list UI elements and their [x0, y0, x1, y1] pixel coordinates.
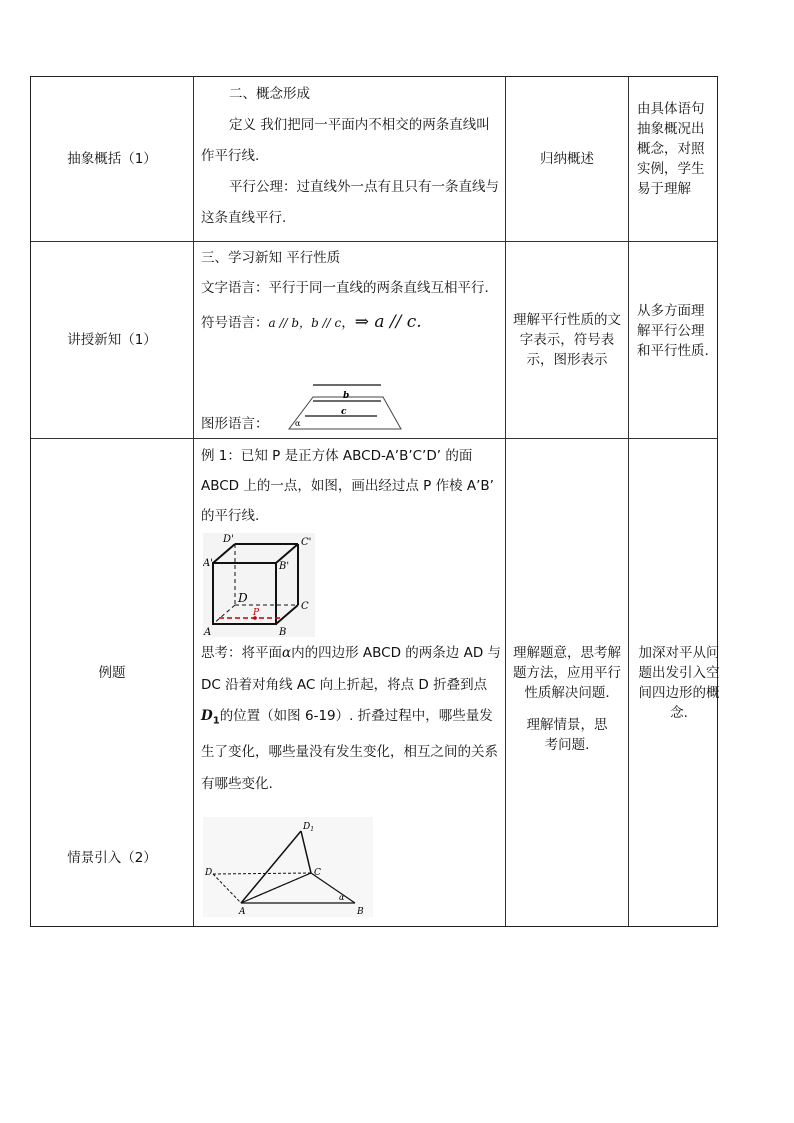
student-cell: [509, 643, 625, 755]
think-subscript: 1: [212, 715, 220, 727]
symbol-premise-1: a // b，: [268, 316, 312, 330]
student-cell: [506, 242, 628, 438]
student-activity: 归纳概述: [540, 151, 594, 167]
symbol-label: 符号语言：: [201, 315, 269, 331]
stage-label: 抽象概括（1）: [67, 151, 157, 167]
label-c: c: [341, 407, 347, 417]
symbol-language: [201, 306, 499, 339]
section-title: 三、学习新知 平行性质: [201, 250, 341, 266]
student-activity: 理解平行性质的文字表示，符号表示，图形表示: [513, 312, 621, 368]
label-d1: $D_1$: [303, 822, 315, 833]
lesson-plan-table: [30, 76, 718, 927]
design-intent: 从多方面理解平行公理和平行性质.: [637, 303, 709, 359]
content-cell: [201, 79, 499, 234]
figure-label-wrap: [201, 416, 281, 432]
cube-figure: [203, 533, 315, 637]
label-c: C: [301, 601, 309, 612]
stage-cell: [31, 77, 193, 241]
label-b: B: [357, 907, 364, 917]
content-cell: [201, 441, 501, 531]
intent-cell: [637, 99, 715, 199]
design-intent: 由具体语句抽象概况出概念，对照实例，学生易于理解: [637, 101, 705, 197]
fold-figure: [203, 817, 373, 917]
example-text: 例 1：已知 P 是正方体 ABCD-A’B’C’D’ 的面 ABCD 上的一点，如图，画出经过点 P 作棱 A’B’ 的平行线.: [201, 448, 494, 524]
label-alpha: α: [295, 419, 301, 428]
symbol-premise-2: b // c: [311, 316, 342, 330]
symbol-comma: ，: [341, 315, 355, 331]
stage-label: 讲授新知（1）: [67, 332, 157, 348]
think-paragraph: [201, 638, 501, 800]
content-cell: [201, 243, 499, 339]
label-a1: A': [203, 558, 213, 569]
student-cell: [506, 77, 628, 241]
label-p: P: [253, 608, 260, 618]
row-divider: [31, 438, 717, 439]
stage-cell: [31, 847, 193, 869]
figure-label: 图形语言：: [201, 416, 269, 432]
think-text: [201, 638, 501, 800]
student-activity: 理解情景，思考问题.: [526, 717, 608, 753]
text-language: 文字语言：平行于同一直线的两条直线互相平行.: [201, 280, 489, 296]
parallel-lines-figure: [283, 379, 407, 435]
label-b: B: [279, 627, 287, 637]
column-divider: [628, 77, 629, 926]
symbol-conclusion: ⇒ a // c.: [354, 312, 422, 332]
label-b1: B': [279, 561, 290, 572]
label-alpha: α: [339, 893, 345, 902]
label-a: A: [204, 627, 212, 637]
axiom-text: 平行公理：过直线外一点有且只有一条直线与这条直线平行.: [201, 179, 499, 226]
column-divider: [193, 77, 194, 926]
figure-background: [203, 817, 373, 917]
think-middle: 内的四边形 ABCD 的两条边 AD 与 DC 沿着对角线 AC 向上折起，将点 D 折叠到点: [201, 645, 502, 693]
label-d: D: [205, 868, 213, 878]
label-d1: D': [223, 534, 234, 545]
label-c: C: [314, 868, 321, 878]
label-a: A: [239, 907, 246, 917]
stage-cell: [31, 662, 193, 684]
stage-label: 例题: [98, 665, 126, 681]
definition-text: 定义 我们把同一平面内不相交的两条直线叫作平行线.: [201, 117, 490, 164]
stage-label: 情景引入（2）: [67, 850, 157, 866]
student-activity: 理解题意，思考解题方法，应用平行性质解决问题.: [513, 645, 621, 701]
intent-cell: [634, 643, 724, 723]
think-point: D: [201, 708, 213, 724]
think-alpha: α: [282, 645, 292, 661]
think-prefix: 思考：将平面: [201, 645, 282, 661]
label-c1: C': [301, 537, 312, 548]
stage-cell: [31, 242, 193, 438]
label-b: b: [343, 391, 350, 401]
label-d: D: [238, 591, 248, 605]
intent-cell: [637, 301, 715, 361]
section-title: 二、概念形成: [229, 86, 310, 102]
design-intent: 加深对平从问题出发引入空间四边形的概念.: [638, 645, 720, 721]
think-suffix: 的位置（如图 6-19）. 折叠过程中，哪些量发生了变化，哪些量没有发生变化，相互之间的关系有哪些变化.: [201, 708, 498, 792]
